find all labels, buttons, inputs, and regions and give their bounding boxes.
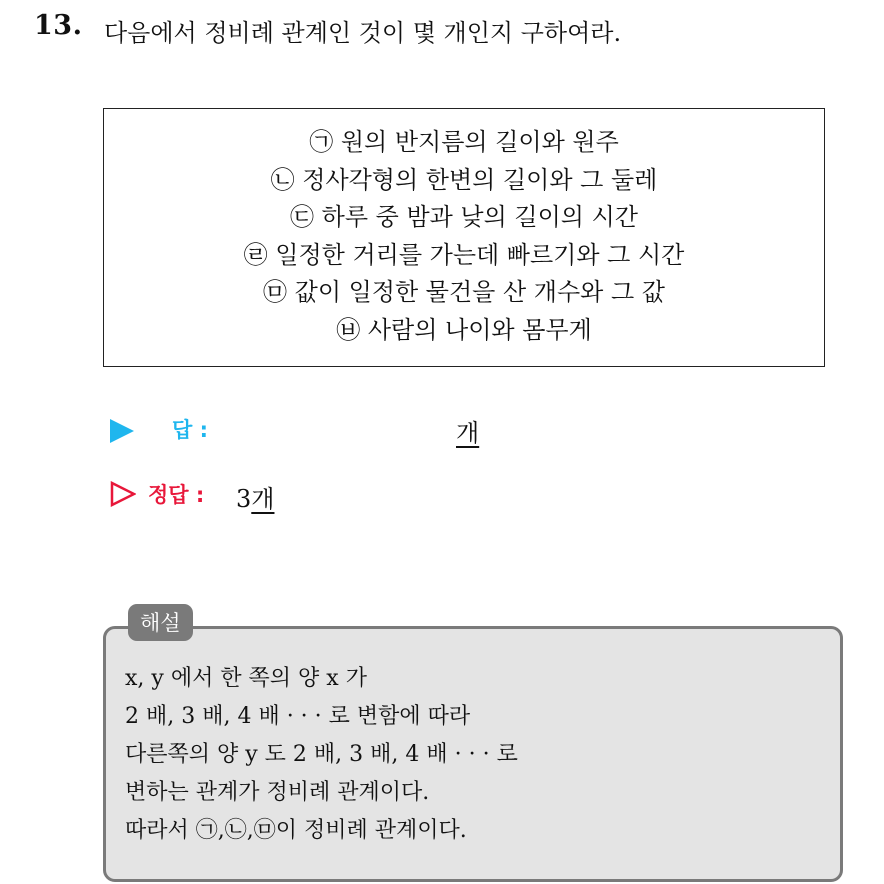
correct-answer-label: 정답 : [148, 483, 205, 507]
correct-answer-number: 3 [236, 485, 252, 513]
item-3: ㉢ 하루 중 밤과 낮의 길이의 시간 [290, 203, 638, 231]
item-1: ㉠ 원의 반지름의 길이와 원주 [309, 128, 619, 156]
answer-label: 답 : [172, 418, 208, 442]
solution-line-4: 변하는 관계가 정비례 관계이다. [125, 780, 430, 805]
question-number: 13. [34, 10, 83, 41]
outline-triangle-icon [110, 481, 136, 507]
solution-line-3: 다른쪽의 양 y 도 2 배, 3 배, 4 배 · · · 로 [125, 742, 518, 767]
item-6: ㉥ 사람의 나이와 몸무게 [336, 315, 592, 344]
correct-answer-unit: 개 [251, 485, 275, 513]
question-text: 다음에서 정비례 관계인 것이 몇 개인지 구하여라. [104, 19, 622, 47]
solution-line-1: x, y 에서 한 쪽의 양 x 가 [125, 666, 367, 691]
solution-tab: 해설 [128, 604, 193, 641]
answer-row [110, 413, 610, 453]
item-2: ㉡ 정사각형의 한변의 길이와 그 둘레 [270, 165, 658, 194]
filled-triangle-icon [110, 419, 134, 443]
solution-line-5: 따라서 ㉠,㉡,㉤이 정비례 관계이다. [125, 818, 467, 843]
correct-answer-value [236, 479, 274, 514]
item-4: ㉣ 일정한 거리를 가는데 빠르기와 그 시간 [243, 240, 685, 269]
solution-text [125, 660, 518, 850]
items-box [103, 108, 825, 367]
correct-answer-row [110, 475, 610, 515]
answer-unit: 개 [456, 419, 480, 447]
item-5: ㉤ 값이 일정한 물건을 산 개수와 그 값 [263, 278, 665, 306]
solution-line-2: 2 배, 3 배, 4 배 · · · 로 변함에 따라 [125, 704, 471, 729]
